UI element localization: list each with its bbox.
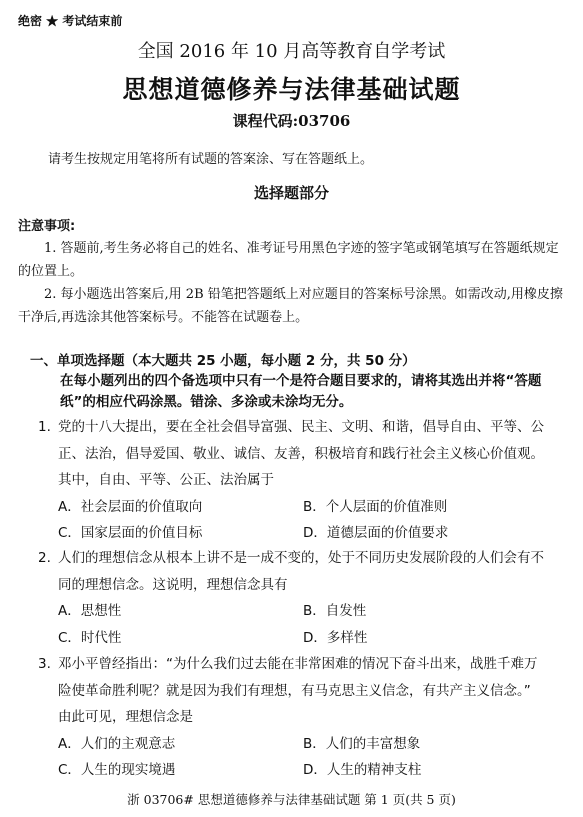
section-title: 选择题部分 xyxy=(253,184,329,202)
confidential-label: 绝密 ★ 考试结束前 xyxy=(18,14,123,28)
exam-title-line: 全国 2016 年 10 月高等教育自学考试 xyxy=(137,41,446,62)
question-2 xyxy=(38,545,568,651)
option-d: D．人生的精神支柱 xyxy=(303,762,422,778)
question-stem-line: 由此可见，理想信念是 xyxy=(58,709,193,725)
question-stem-line: 险使革命胜利呢？就是因为我们有理想，有马克思主义信念，有共产主义信念。” xyxy=(58,682,531,699)
option-b: B．自发性 xyxy=(303,603,367,619)
notes-list xyxy=(18,237,566,329)
question-3 xyxy=(38,651,568,784)
option-grid xyxy=(38,731,568,784)
question-stem-line: 其中，自由、平等、公正、法治属于 xyxy=(58,472,274,488)
option-a: A．社会层面的价值取向 xyxy=(58,498,203,515)
part-heading: 一、单项选择题（本大题共 25 小题，每小题 2 分，共 50 分） xyxy=(30,353,416,369)
page-footer: 浙 03706# 思想道德修养与法律基础试题 第 1 页(共 5 页) xyxy=(127,792,456,807)
question-stem-line: 1. 党的十八大提出，要在全社会倡导富强、民主、文明、和谐，倡导自由、平等、公 xyxy=(38,414,568,441)
subject-title: 思想道德修养与法律基础试题 xyxy=(122,75,461,104)
option-a: A．思想性 xyxy=(58,603,122,619)
option-grid xyxy=(38,494,568,547)
option-c: C．时代性 xyxy=(58,629,122,646)
question-stem-line: 2. 人们的理想信念从根本上讲不是一成不变的，处于不同历史发展阶段的人们会有不 xyxy=(38,545,568,572)
option-d: D．道德层面的价值要求 xyxy=(303,525,449,541)
note-item: 1. 答题前,考生务必将自己的姓名、准考证号用黑色字迹的签字笔或钢笔填写在答题纸规定的位置上。 xyxy=(18,241,559,279)
answer-notice: 请考生按规定用笔将所有试题的答案涂、写在答题纸上。 xyxy=(48,152,374,167)
question-stem-line: 3. 邓小平曾经指出：“为什么我们过去能在非常困难的情况下奋斗出来，战胜千难万 xyxy=(38,651,568,678)
notes-heading: 注意事项: xyxy=(18,219,76,234)
course-code: 课程代码:03706 xyxy=(232,112,351,130)
option-a: A．人们的主观意志 xyxy=(58,735,176,752)
question-stem-line: 同的理想信念。这说明，理想信念具有 xyxy=(58,576,288,593)
question-1 xyxy=(38,414,568,547)
note-item: 2. 每小题选出答案后,用 2B 铅笔把答题纸上对应题目的答案标号涂黑。如需改动,用橡皮擦干净后,再选涂其他答案标号。不能答在试题卷上。 xyxy=(18,287,563,325)
option-c: C．国家层面的价值目标 xyxy=(58,525,203,541)
question-number: 1. xyxy=(38,419,51,435)
question-stem-line: 正、法治，倡导爱国、敬业、诚信、友善，积极培育和践行社会主义核心价值观。 xyxy=(58,445,544,462)
question-number: 2. xyxy=(38,550,51,566)
question-number: 3. xyxy=(38,656,51,672)
option-b: B．个人层面的价值准则 xyxy=(303,498,448,515)
option-d: D．多样性 xyxy=(303,629,368,646)
option-c: C．人生的现实境遇 xyxy=(58,762,176,778)
option-b: B．人们的丰富想象 xyxy=(303,735,421,752)
part-instructions: 在每小题列出的四个备选项中只有一个是符合题目要求的，请将其选出并将“答题纸”的相应代码涂黑。错涂、多涂或未涂均无分。 xyxy=(60,373,542,410)
option-grid xyxy=(38,598,568,651)
